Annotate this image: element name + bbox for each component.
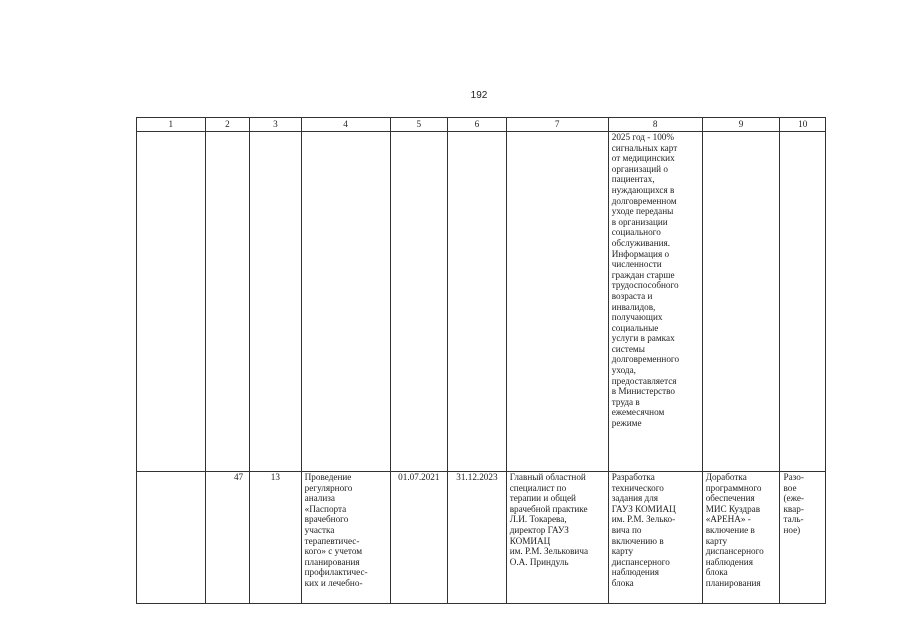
cell-empty	[137, 132, 206, 472]
cell-empty	[780, 132, 826, 472]
column-number-3: 3	[250, 118, 302, 132]
column-number-9: 9	[702, 118, 780, 132]
column-number-4: 4	[301, 118, 390, 132]
document-table	[136, 117, 826, 604]
column-number-6: 6	[448, 118, 507, 132]
column-number-7: 7	[506, 118, 608, 132]
cell-responsible: Главный областной специалист по терапии и общей врачебной практике Л.И. Токарева, директор ГАУЗ КОМИАЦ им. Р.М. Зельковича О.А. Приндуль	[506, 472, 608, 604]
cell-activity: Проведение регулярного анализа «Паспорта врачебного участка терапевтичес- кого» с учетом планирования профилактичес- ких и лечебно-	[301, 472, 390, 604]
column-number-1: 1	[137, 118, 206, 132]
cell-empty	[250, 132, 302, 472]
cell-sub-number: 13	[250, 472, 302, 604]
cell-end-date: 31.12.2023	[448, 472, 507, 604]
column-number-10: 10	[780, 118, 826, 132]
cell-expected-result: Разработка технического задания для ГАУЗ КОМИАЦ им. Р.М. Зелько- вича по включению в карту диспансерного наблюдения блока	[608, 472, 702, 604]
table-header-row	[137, 118, 826, 132]
cell-empty	[137, 472, 206, 604]
page-number: 192	[470, 90, 488, 101]
cell-empty	[448, 132, 507, 472]
table-row	[137, 472, 826, 604]
cell-empty	[506, 132, 608, 472]
column-number-2: 2	[205, 118, 249, 132]
table-row	[137, 132, 826, 472]
cell-start-date: 01.07.2021	[390, 472, 448, 604]
cell-expected-result-continued: 2025 год - 100% сигнальных карт от медицинских организаций о пациентах, нуждающихся в долговременном уходе переданы в организации социального обслуживания. Информация о численности граждан старше трудоспособного возраста и инвалидов, получающих социальные услуги в рамках системы долговременного ухода, предоставляется в Министерство труда в ежемесячном режиме	[608, 132, 702, 472]
cell-frequency: Разо- вое (еже- квар- таль- ное)	[780, 472, 826, 604]
cell-empty	[205, 132, 249, 472]
cell-empty	[702, 132, 780, 472]
column-number-8: 8	[608, 118, 702, 132]
cell-empty	[301, 132, 390, 472]
column-number-5: 5	[390, 118, 448, 132]
cell-item-number: 47	[205, 472, 249, 604]
cell-empty	[390, 132, 448, 472]
cell-result: Доработка программного обеспечения МИС Куздрав «АРЕНА» - включение в карту диспансерного наблюдения блока планирования	[702, 472, 780, 604]
